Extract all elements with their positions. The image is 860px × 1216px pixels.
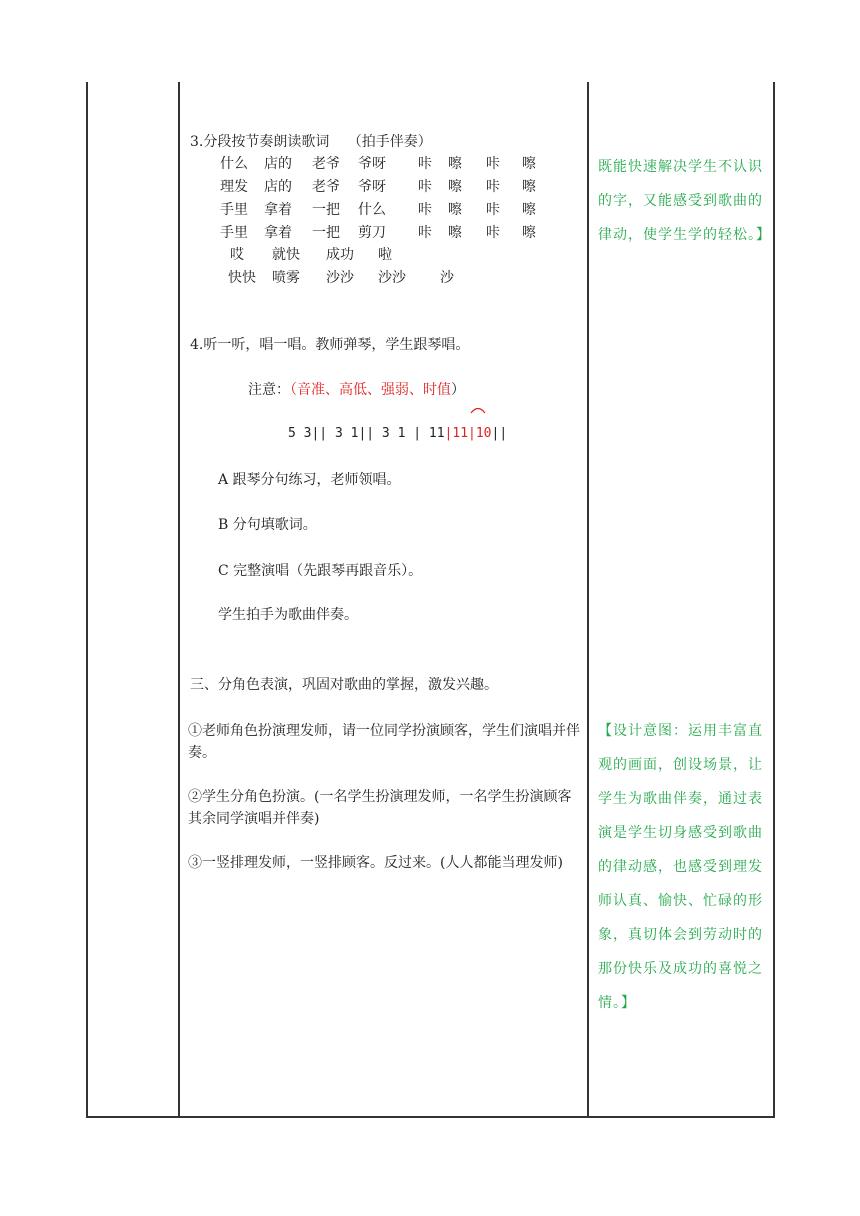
notation-part2: |11 (444, 426, 469, 441)
lyric-word: 喷雾 (272, 270, 300, 286)
attention-close-paren: ） (451, 382, 465, 398)
notation-part3: |10 (468, 426, 492, 441)
lyric-word: 沙 (440, 270, 454, 286)
table-col-divider-1 (178, 82, 180, 1118)
lyric-word: 咔 (486, 179, 500, 195)
notation-part4: || (491, 426, 508, 441)
lyric-word: 沙沙 (378, 270, 406, 286)
lyric-word: 嚓 (522, 179, 536, 195)
lyric-word: 咔 (486, 202, 500, 218)
section-three-title: 三、分角色表演，巩固对歌曲的掌握，激发兴趣。 (190, 677, 498, 693)
lyric-word: 剪刀 (358, 225, 386, 241)
lyric-word: 老爷 (312, 179, 340, 195)
table-bottom-border (86, 1116, 775, 1118)
tie-arc (468, 403, 488, 415)
lyric-word: 爷呀 (358, 179, 386, 195)
lyric-word: 店的 (264, 156, 292, 172)
lyric-word: 嚓 (448, 156, 462, 172)
music-notation (288, 425, 507, 443)
design-note-2: 【设计意图：运用丰富直观的画面，创设场景，让学生为歌曲伴奏，通过表演是学生切身感受到歌曲的律动感，也感受到理发师认真、愉快、忙碌的形象，真切体会到劳动时的那份快乐及成功的喜悦之情。】 (598, 723, 763, 1011)
lyric-word: 哎 (230, 247, 244, 263)
design-note-1: 既能快速解决学生不认识的字，又能感受到歌曲的律动，使学生学的轻松。】 (598, 159, 771, 243)
lyric-word: 店的 (264, 179, 292, 195)
lyric-word: 嚓 (522, 156, 536, 172)
activity-item-1: ①老师角色扮演理发师，请一位同学扮演顾客，学生们演唱并伴奏。 (188, 723, 580, 761)
lyric-word: 嚓 (448, 179, 462, 195)
lyric-word: 成功 (326, 247, 354, 263)
lyric-word: 嚓 (522, 202, 536, 218)
notation-part1: 5 3|| 3 1|| 3 1 | 11 (288, 426, 445, 441)
lyric-word: 理发 (220, 179, 248, 195)
attention-open-paren: （ (290, 382, 297, 398)
lyric-word: 什么 (220, 156, 248, 172)
table-right-border (773, 82, 775, 1118)
step-b: B 分句填歌词。 (218, 517, 317, 533)
lyric-word: 拿着 (264, 225, 292, 241)
section4-title: 4.听一听，唱一唱。教师弹琴，学生跟琴唱。 (190, 337, 470, 353)
lyric-word: 咔 (418, 179, 432, 195)
lyric-word: 快快 (228, 270, 256, 286)
attention-points: 音准、高低、强弱、时值 (297, 382, 451, 398)
attention-note (248, 381, 465, 399)
lyric-word: 嚓 (448, 225, 462, 241)
lyric-word: 嚓 (448, 202, 462, 218)
lyric-word: 老爷 (312, 156, 340, 172)
lyric-word: 爷呀 (358, 156, 386, 172)
lyric-word: 拿着 (264, 202, 292, 218)
lyric-word: 啦 (378, 247, 392, 263)
lyric-word: 咔 (418, 156, 432, 172)
step-c: C 完整演唱（先跟琴再跟音乐）。 (218, 563, 423, 579)
lyric-word: 一把 (312, 202, 340, 218)
table-left-border (86, 82, 88, 1118)
step-a: A 跟琴分句练习，老师领唱。 (218, 472, 401, 488)
lyric-word: 咔 (486, 225, 500, 241)
lyric-word: 一把 (312, 225, 340, 241)
lyric-word: 嚓 (522, 225, 536, 241)
lyric-word: 什么 (358, 202, 386, 218)
activity-item-2: ②学生分角色扮演。(一名学生扮演理发师，一名学生扮演顾客其余同学演唱并伴奏) (188, 789, 572, 827)
lyric-word: 咔 (418, 202, 432, 218)
table-col-divider-2 (587, 82, 589, 1118)
lyric-word: 咔 (418, 225, 432, 241)
lyric-word: 就快 (272, 247, 300, 263)
attention-label: 注意： (248, 382, 290, 398)
step-d: 学生拍手为歌曲伴奏。 (218, 607, 358, 623)
section3-title: 3.分段按节奏朗读歌词 （拍手伴奏） (190, 134, 432, 150)
lyric-word: 咔 (486, 156, 500, 172)
lyric-word: 手里 (220, 225, 248, 241)
activity-item-3: ③一竖排理发师，一竖排顾客。反过来。(人人都能当理发师) (188, 855, 563, 871)
lyric-word: 手里 (220, 202, 248, 218)
lyric-word: 沙沙 (326, 270, 354, 286)
